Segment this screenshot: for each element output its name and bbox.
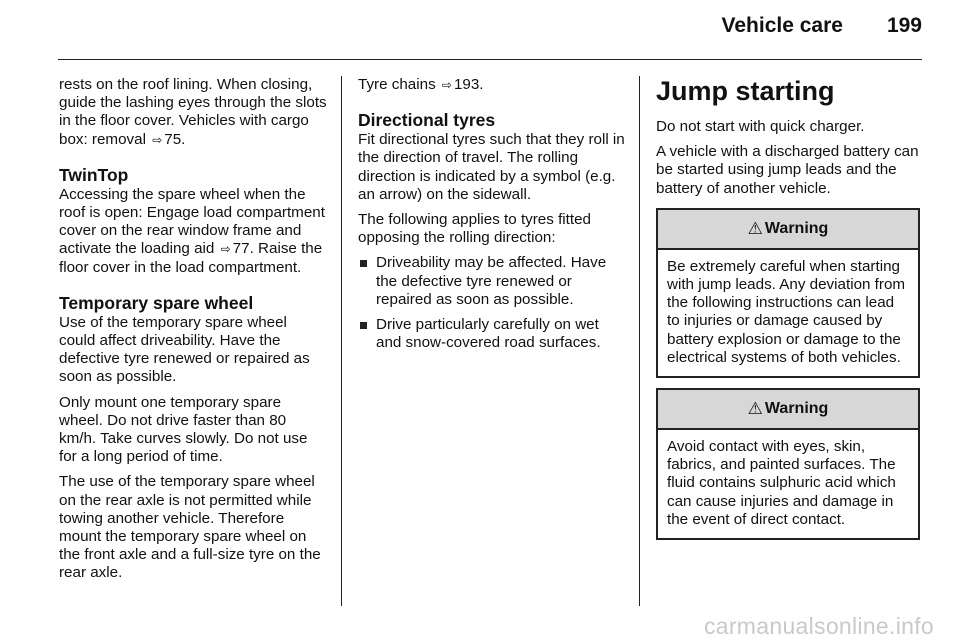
warning-header bbox=[658, 210, 918, 250]
header-rule bbox=[58, 59, 922, 60]
warning-icon: ⚠ bbox=[747, 398, 763, 419]
paragraph: Use of the temporary spare wheel could affect driveability. Have the defective tyre renewed or repaired as soon as possible. bbox=[59, 313, 310, 386]
bullet-list bbox=[358, 254, 626, 352]
heading-jump-starting: Jump starting bbox=[656, 76, 835, 106]
paragraph: Do not start with quick charger. bbox=[656, 118, 865, 135]
page-ref[interactable]: 193. bbox=[453, 76, 484, 93]
paragraph: The following applies to tyres fitted opposing the rolling direction: bbox=[358, 211, 591, 247]
ref-arrow-icon: ⇨ bbox=[152, 132, 163, 147]
column-divider-1 bbox=[341, 76, 342, 606]
column-2 bbox=[358, 76, 626, 359]
column-3 bbox=[656, 76, 920, 540]
paragraph: Fit directional tyres such that they roll in the direction of travel. The rolling direction is indicated by a symbol (e.g. an arrow) on the sidewall. bbox=[358, 131, 625, 203]
warning-title: Warning bbox=[764, 399, 829, 417]
warning-text: Be extremely careful when starting with jump leads. Any deviation from the following instructions can lead to injuries or damage caused by battery explosion or damage to the electrical systems of both vehicles. bbox=[667, 257, 906, 366]
bullet-icon bbox=[360, 260, 367, 267]
warning-icon: ⚠ bbox=[747, 218, 763, 239]
page-number: 199 bbox=[886, 14, 922, 37]
bullet-icon bbox=[360, 322, 367, 329]
paragraph: Only mount one temporary spare wheel. Do not drive faster than 80 km/h. Take curves slowly. Do not use for a long period of time. bbox=[59, 393, 308, 466]
ref-arrow-icon: ⇨ bbox=[220, 242, 231, 257]
warning-box bbox=[656, 208, 920, 378]
column-1 bbox=[59, 76, 327, 590]
column-divider-2 bbox=[639, 76, 640, 606]
paragraph: The use of the temporary spare wheel on the rear axle is not permitted while towing another vehicle. Therefore mount the temporary spare wheel on the front axle and a full-size tyre on the rear axle. bbox=[59, 473, 321, 582]
section-title: Vehicle care bbox=[721, 14, 843, 37]
warning-title: Warning bbox=[764, 219, 829, 237]
watermark: carmanualsonline.info bbox=[703, 613, 934, 639]
twintop-paragraph: Accessing the spare wheel when the roof is open: Engage load compartment cover on the rear window frame and activate the loading aid ⇨ 77. Raise the floor cover in the load compartment. bbox=[59, 185, 325, 276]
page-ref[interactable]: 75. bbox=[164, 130, 186, 148]
list-item: Drive particularly carefully on wet and snow-covered road surfaces. bbox=[358, 316, 626, 352]
ref-arrow-icon: ⇨ bbox=[441, 78, 452, 92]
warning-header bbox=[658, 390, 918, 430]
warning-text: Avoid contact with eyes, skin, fabrics, and painted surfaces. The fluid contains sulphuric acid which can cause injuries and damage in the event of direct contact. bbox=[667, 438, 896, 528]
page-ref[interactable]: 77. bbox=[232, 240, 254, 258]
warning-box bbox=[656, 388, 920, 540]
page-header bbox=[722, 14, 922, 38]
paragraph: A vehicle with a discharged battery can be started using jump leads and the battery of another vehicle. bbox=[656, 143, 919, 197]
intro-paragraph: rests on the roof lining. When closing, guide the lashing eyes through the slots in the floor cover. Vehicles with cargo box: removal ⇨ 75. bbox=[59, 76, 327, 148]
heading-temporary-spare-wheel: Temporary spare wheel bbox=[59, 292, 254, 313]
heading-twintop: TwinTop bbox=[59, 164, 129, 185]
tyre-chains-ref: Tyre chains ⇨ 193. bbox=[358, 76, 484, 93]
heading-directional-tyres: Directional tyres bbox=[358, 110, 496, 131]
list-item: Driveability may be affected. Have the defective tyre renewed or repaired as soon as possible. bbox=[358, 254, 626, 309]
